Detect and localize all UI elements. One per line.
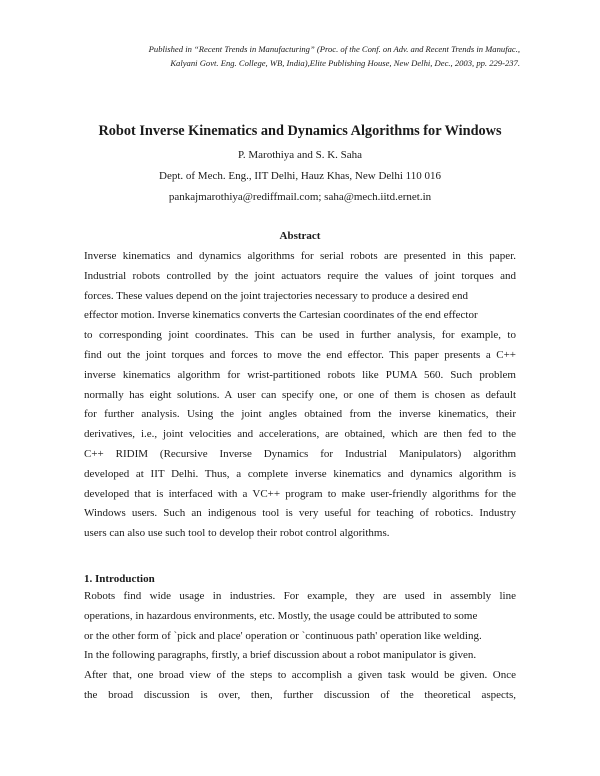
- intro-line: After that, one broad view of the steps to accomplish a given task would be given. Once: [84, 669, 516, 682]
- section-heading-introduction: 1. Introduction: [84, 573, 155, 585]
- abstract-body: [84, 247, 516, 544]
- abstract-line: Inverse kinematics and dynamics algorithms for serial robots are presented in this paper.: [84, 250, 516, 262]
- abstract-line: derivatives, i.e., joint velocities and accelerations, are obtained, which are then fed to the: [84, 428, 516, 441]
- intro-line: Robots find wide usage in industries. For example, they are used in assembly line: [84, 590, 516, 602]
- abstract-line: developed at IIT Delhi. Thus, a complete inverse kinematics and dynamics algorithm is: [84, 467, 516, 480]
- intro-line: In the following paragraphs, firstly, a brief discussion about a robot manipulator is given.: [84, 649, 477, 662]
- publication-header: [60, 42, 520, 70]
- abstract-line: inverse kinematics algorithm for wrist-partitioned robots like PUMA 560. Such problem: [84, 368, 516, 381]
- intro-line: operations, in hazardous environments, etc. Mostly, the usage could be attributed to some: [84, 609, 478, 622]
- intro-line: the broad discussion is over, then, further discussion of the theoretical aspects,: [84, 688, 516, 701]
- introduction-body: [84, 587, 516, 706]
- abstract-line: to corresponding joint coordinates. This can be used in further analysis, for example, to: [84, 329, 516, 342]
- abstract-line: effector motion. Inverse kinematics converts the Cartesian coordinates of the end effector: [84, 309, 478, 322]
- abstract-line: C++ RIDIM (Recursive Inverse Dynamics for Industrial Manipulators) algorithm: [84, 447, 516, 460]
- abstract-line: Windows users. Such an indigenous tool is very useful for teaching of robotics. Industry: [84, 507, 516, 520]
- header-line-1: Published in “Recent Trends in Manufacturing” (Proc. of the Conf. on Adv. and Recent Trends in Manufac.,: [148, 44, 520, 54]
- abstract-line: developed that is interfaced with a VC++ program to make user-friendly algorithms for the: [84, 487, 516, 500]
- abstract-line: for further analysis. Using the joint angles obtained from the inverse kinematics, their: [84, 408, 516, 421]
- header-line-2: Kalyani Govt. Eng. College, WB, India),Elite Publishing House, New Delhi, Dec., 2003, pp. 229-237.: [170, 58, 520, 68]
- abstract-line: find out the joint torques and forces to move the end effector. This paper presents a C++: [84, 348, 516, 361]
- abstract-line: forces. These values depend on the joint trajectories necessary to produce a desired end: [84, 289, 469, 302]
- paper-title: Robot Inverse Kinematics and Dynamics Algorithms for Windows: [98, 123, 502, 139]
- authors: P. Marothiya and S. K. Saha: [237, 149, 363, 161]
- intro-line: or the other form of `pick and place' operation or `continuous path' operation like welding.: [84, 629, 482, 642]
- abstract-heading: Abstract: [279, 230, 321, 242]
- abstract-line: normally has eight solutions. A user can specify one, or one of them is chosen as default: [84, 388, 516, 401]
- abstract-line: users can also use such tool to develop their robot control algorithms.: [84, 527, 390, 540]
- affiliation: Dept. of Mech. Eng., IIT Delhi, Hauz Khas, New Delhi 110 016: [159, 170, 441, 182]
- author-emails: pankajmarothiya@rediffmail.com; saha@mech.iitd.ernet.in: [168, 191, 432, 203]
- abstract-line: Industrial robots controlled by the joint actuators require the values of joint torques and: [84, 269, 516, 282]
